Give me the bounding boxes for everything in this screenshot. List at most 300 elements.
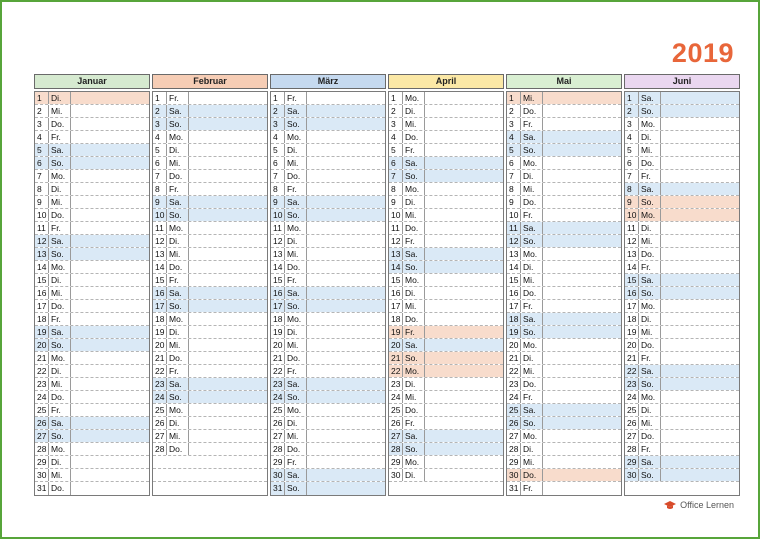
weekday-label: Fr.	[403, 235, 425, 247]
note-field[interactable]	[189, 300, 267, 312]
note-field[interactable]	[307, 352, 385, 364]
weekday-label: Di.	[639, 313, 661, 325]
note-field[interactable]	[189, 326, 267, 338]
day-number: 7	[153, 170, 167, 182]
note-field[interactable]	[425, 417, 503, 429]
note-field[interactable]	[307, 170, 385, 182]
weekday-label: Fr.	[285, 365, 307, 377]
note-field[interactable]	[307, 144, 385, 156]
day-row	[507, 352, 621, 365]
note-field[interactable]	[543, 404, 621, 416]
note-field[interactable]	[71, 430, 149, 442]
day-number: 23	[271, 378, 285, 390]
note-field[interactable]	[307, 313, 385, 325]
weekday-label: So.	[639, 378, 661, 390]
day-number: 2	[507, 105, 521, 117]
note-field[interactable]	[307, 157, 385, 169]
weekday-label: Di.	[285, 326, 307, 338]
weekday-label: Mo.	[639, 118, 661, 130]
note-field[interactable]	[307, 391, 385, 403]
note-field[interactable]	[661, 248, 739, 260]
note-field[interactable]	[71, 105, 149, 117]
note-field[interactable]	[661, 391, 739, 403]
note-field[interactable]	[543, 287, 621, 299]
note-field[interactable]	[425, 183, 503, 195]
day-number: 4	[35, 131, 49, 143]
note-field[interactable]	[425, 339, 503, 351]
note-field[interactable]	[661, 131, 739, 143]
note-field[interactable]	[661, 144, 739, 156]
weekday-label: Fr.	[639, 443, 661, 455]
note-field[interactable]	[543, 209, 621, 221]
weekday-label: Fr.	[521, 482, 543, 495]
weekday-label: Mo.	[285, 131, 307, 143]
note-field[interactable]	[71, 261, 149, 273]
note-field[interactable]	[543, 482, 621, 495]
day-number: 29	[35, 456, 49, 468]
note-field[interactable]	[307, 417, 385, 429]
note-field[interactable]	[71, 118, 149, 130]
weekday-label: Sa.	[521, 222, 543, 234]
day-row	[625, 365, 739, 378]
day-row	[153, 339, 267, 352]
weekday-label: So.	[285, 482, 307, 495]
note-field[interactable]	[71, 443, 149, 455]
note-field[interactable]	[425, 404, 503, 416]
note-field[interactable]	[189, 157, 267, 169]
note-field[interactable]	[425, 144, 503, 156]
day-number: 8	[507, 183, 521, 195]
note-field[interactable]	[661, 326, 739, 338]
day-row	[625, 300, 739, 313]
note-field[interactable]	[543, 456, 621, 468]
note-field[interactable]	[661, 183, 739, 195]
day-number: 3	[507, 118, 521, 130]
note-field[interactable]	[425, 378, 503, 390]
note-field[interactable]	[71, 222, 149, 234]
day-number: 6	[271, 157, 285, 169]
note-field[interactable]	[307, 92, 385, 104]
weekday-label	[639, 482, 661, 495]
note-field[interactable]	[543, 92, 621, 104]
day-row	[625, 105, 739, 118]
note-field[interactable]	[543, 235, 621, 247]
weekday-label: Do.	[639, 430, 661, 442]
note-field[interactable]	[543, 144, 621, 156]
note-field[interactable]	[307, 183, 385, 195]
day-row	[35, 391, 149, 404]
note-field[interactable]	[189, 196, 267, 208]
note-field[interactable]	[189, 365, 267, 377]
day-number: 15	[153, 274, 167, 286]
day-row	[35, 326, 149, 339]
note-field[interactable]	[189, 287, 267, 299]
day-number: 8	[625, 183, 639, 195]
note-field[interactable]	[71, 274, 149, 286]
note-field[interactable]	[425, 261, 503, 273]
day-row	[389, 313, 503, 326]
note-field[interactable]	[307, 300, 385, 312]
day-number: 29	[625, 456, 639, 468]
day-row	[389, 183, 503, 196]
day-number: 21	[389, 352, 403, 364]
note-field[interactable]	[425, 352, 503, 364]
weekday-label: Do.	[521, 469, 543, 481]
note-field[interactable]	[71, 183, 149, 195]
note-field[interactable]	[307, 196, 385, 208]
day-number: 24	[271, 391, 285, 403]
note-field[interactable]	[71, 157, 149, 169]
note-field[interactable]	[307, 456, 385, 468]
day-row	[389, 196, 503, 209]
day-number: 25	[153, 404, 167, 416]
note-field[interactable]	[661, 469, 739, 481]
note-field[interactable]	[661, 157, 739, 169]
note-field[interactable]	[307, 339, 385, 351]
day-number: 19	[507, 326, 521, 338]
note-field[interactable]	[189, 430, 267, 442]
note-field[interactable]	[661, 443, 739, 455]
day-row	[389, 248, 503, 261]
note-field[interactable]	[189, 105, 267, 117]
note-field[interactable]	[71, 313, 149, 325]
note-field[interactable]	[543, 222, 621, 234]
note-field[interactable]	[543, 339, 621, 351]
note-field[interactable]	[543, 131, 621, 143]
note-field[interactable]	[189, 352, 267, 364]
note-field[interactable]	[661, 118, 739, 130]
note-field[interactable]	[425, 326, 503, 338]
note-field[interactable]	[307, 378, 385, 390]
day-number: 24	[507, 391, 521, 403]
note-field[interactable]	[425, 482, 503, 495]
note-field[interactable]	[661, 404, 739, 416]
note-field[interactable]	[543, 183, 621, 195]
note-field[interactable]	[189, 170, 267, 182]
note-field[interactable]	[189, 235, 267, 247]
note-field[interactable]	[71, 378, 149, 390]
note-field[interactable]	[71, 248, 149, 260]
note-field[interactable]	[661, 482, 739, 495]
day-number: 1	[271, 92, 285, 104]
note-field[interactable]	[425, 287, 503, 299]
note-field[interactable]	[307, 482, 385, 495]
note-field[interactable]	[425, 248, 503, 260]
weekday-label	[167, 482, 189, 495]
day-number: 31	[35, 482, 49, 495]
day-number: 19	[389, 326, 403, 338]
note-field[interactable]	[307, 404, 385, 416]
day-row	[389, 391, 503, 404]
note-field[interactable]	[307, 235, 385, 247]
note-field[interactable]	[71, 404, 149, 416]
note-field[interactable]	[71, 287, 149, 299]
note-field[interactable]	[661, 196, 739, 208]
note-field[interactable]	[425, 469, 503, 481]
note-field[interactable]	[71, 391, 149, 403]
weekday-label: Do.	[285, 443, 307, 455]
note-field[interactable]	[543, 313, 621, 325]
note-field[interactable]	[189, 482, 267, 495]
note-field[interactable]	[661, 456, 739, 468]
weekday-label: Mo.	[639, 300, 661, 312]
weekday-label: Sa.	[285, 105, 307, 117]
weekday-label: So.	[285, 118, 307, 130]
day-number: 22	[271, 365, 285, 377]
note-field[interactable]	[189, 92, 267, 104]
note-field[interactable]	[71, 170, 149, 182]
day-number: 24	[389, 391, 403, 403]
note-field[interactable]	[543, 417, 621, 429]
note-field[interactable]	[661, 287, 739, 299]
weekday-label: Di.	[49, 456, 71, 468]
note-field[interactable]	[661, 105, 739, 117]
note-field[interactable]	[71, 196, 149, 208]
note-field[interactable]	[425, 300, 503, 312]
note-field[interactable]	[71, 456, 149, 468]
note-field[interactable]	[307, 274, 385, 286]
weekday-label: Fr.	[639, 261, 661, 273]
weekday-label: Mo.	[167, 313, 189, 325]
weekday-label: Mi.	[49, 105, 71, 117]
weekday-label	[167, 469, 189, 481]
note-field[interactable]	[543, 443, 621, 455]
note-field[interactable]	[71, 352, 149, 364]
weekday-label: So.	[167, 391, 189, 403]
day-number: 1	[389, 92, 403, 104]
note-field[interactable]	[189, 209, 267, 221]
office-lernen-logo	[664, 500, 734, 510]
note-field[interactable]	[543, 157, 621, 169]
day-row	[389, 222, 503, 235]
note-field[interactable]	[661, 222, 739, 234]
note-field[interactable]	[71, 482, 149, 495]
weekday-label: Do.	[49, 391, 71, 403]
note-field[interactable]	[71, 235, 149, 247]
note-field[interactable]	[543, 300, 621, 312]
note-field[interactable]	[425, 157, 503, 169]
note-field[interactable]	[307, 222, 385, 234]
note-field[interactable]	[307, 443, 385, 455]
note-field[interactable]	[307, 287, 385, 299]
weekday-label: So.	[521, 417, 543, 429]
note-field[interactable]	[71, 365, 149, 377]
day-row	[625, 157, 739, 170]
note-field[interactable]	[189, 339, 267, 351]
day-number: 16	[35, 287, 49, 299]
note-field[interactable]	[661, 170, 739, 182]
note-field[interactable]	[425, 131, 503, 143]
note-field[interactable]	[189, 378, 267, 390]
day-number: 27	[625, 430, 639, 442]
note-field[interactable]	[661, 300, 739, 312]
weekday-label: Sa.	[521, 131, 543, 143]
note-field[interactable]	[543, 261, 621, 273]
note-field[interactable]	[189, 222, 267, 234]
note-field[interactable]	[425, 430, 503, 442]
note-field[interactable]	[661, 430, 739, 442]
day-number: 26	[35, 417, 49, 429]
note-field[interactable]	[71, 339, 149, 351]
note-field[interactable]	[425, 105, 503, 117]
note-field[interactable]	[71, 92, 149, 104]
weekday-label: Mi.	[167, 248, 189, 260]
day-number: 2	[35, 105, 49, 117]
note-field[interactable]	[661, 261, 739, 273]
weekday-label: Mi.	[49, 378, 71, 390]
note-field[interactable]	[543, 365, 621, 377]
note-field[interactable]	[425, 92, 503, 104]
note-field[interactable]	[71, 326, 149, 338]
note-field[interactable]	[189, 144, 267, 156]
day-row	[35, 469, 149, 482]
note-field[interactable]	[189, 183, 267, 195]
note-field[interactable]	[661, 209, 739, 221]
note-field[interactable]	[661, 417, 739, 429]
day-row	[389, 118, 503, 131]
note-field[interactable]	[543, 118, 621, 130]
note-field[interactable]	[307, 105, 385, 117]
day-row	[507, 469, 621, 482]
day-number: 17	[625, 300, 639, 312]
weekday-label: Di.	[167, 235, 189, 247]
weekday-label: Mo.	[639, 391, 661, 403]
note-field[interactable]	[71, 417, 149, 429]
note-field[interactable]	[425, 196, 503, 208]
day-number: 19	[625, 326, 639, 338]
day-number: 28	[35, 443, 49, 455]
weekday-label: Do.	[49, 209, 71, 221]
weekday-label: Do.	[49, 300, 71, 312]
note-field[interactable]	[425, 118, 503, 130]
day-number: 9	[507, 196, 521, 208]
note-field[interactable]	[189, 417, 267, 429]
note-field[interactable]	[543, 430, 621, 442]
weekday-label: Mi.	[521, 274, 543, 286]
note-field[interactable]	[189, 131, 267, 143]
weekday-label: So.	[403, 443, 425, 455]
day-number: 25	[35, 404, 49, 416]
weekday-label: Mi.	[167, 339, 189, 351]
note-field[interactable]	[543, 170, 621, 182]
note-field[interactable]	[425, 313, 503, 325]
note-field[interactable]	[425, 235, 503, 247]
note-field[interactable]	[307, 131, 385, 143]
note-field[interactable]	[661, 313, 739, 325]
note-field[interactable]	[543, 105, 621, 117]
note-field[interactable]	[189, 456, 267, 468]
note-field[interactable]	[543, 378, 621, 390]
note-field[interactable]	[661, 378, 739, 390]
day-row	[271, 105, 385, 118]
day-number: 30	[625, 469, 639, 481]
note-field[interactable]	[189, 443, 267, 455]
month-column	[270, 74, 388, 496]
note-field[interactable]	[661, 352, 739, 364]
weekday-label: Sa.	[285, 196, 307, 208]
weekday-label: So.	[403, 261, 425, 273]
note-field[interactable]	[543, 469, 621, 481]
day-row	[625, 443, 739, 456]
note-field[interactable]	[307, 261, 385, 273]
logo-text: Office Lernen	[680, 500, 734, 510]
note-field[interactable]	[71, 300, 149, 312]
note-field[interactable]	[543, 274, 621, 286]
note-field[interactable]	[307, 209, 385, 221]
note-field[interactable]	[543, 326, 621, 338]
day-number: 5	[507, 144, 521, 156]
note-field[interactable]	[543, 352, 621, 364]
note-field[interactable]	[189, 391, 267, 403]
note-field[interactable]	[189, 261, 267, 273]
note-field[interactable]	[425, 222, 503, 234]
weekday-label: Mo.	[285, 404, 307, 416]
note-field[interactable]	[189, 404, 267, 416]
day-row	[389, 105, 503, 118]
day-row	[271, 300, 385, 313]
note-field[interactable]	[307, 469, 385, 481]
note-field[interactable]	[307, 118, 385, 130]
weekday-label: Mo.	[403, 456, 425, 468]
note-field[interactable]	[661, 235, 739, 247]
note-field[interactable]	[189, 469, 267, 481]
note-field[interactable]	[543, 248, 621, 260]
note-field[interactable]	[71, 144, 149, 156]
day-row	[271, 157, 385, 170]
note-field[interactable]	[307, 326, 385, 338]
day-row	[625, 391, 739, 404]
note-field[interactable]	[425, 443, 503, 455]
note-field[interactable]	[307, 365, 385, 377]
day-row	[35, 157, 149, 170]
note-field[interactable]	[543, 391, 621, 403]
note-field[interactable]	[71, 131, 149, 143]
month-header: Februar	[152, 74, 268, 89]
note-field[interactable]	[307, 430, 385, 442]
note-field[interactable]	[189, 274, 267, 286]
weekday-label: Do.	[639, 339, 661, 351]
weekday-label: Fr.	[639, 170, 661, 182]
note-field[interactable]	[425, 456, 503, 468]
note-field[interactable]	[425, 391, 503, 403]
note-field[interactable]	[425, 170, 503, 182]
note-field[interactable]	[425, 274, 503, 286]
day-number: 23	[153, 378, 167, 390]
note-field[interactable]	[425, 209, 503, 221]
note-field[interactable]	[71, 469, 149, 481]
day-row	[153, 300, 267, 313]
note-field[interactable]	[307, 248, 385, 260]
note-field[interactable]	[71, 209, 149, 221]
day-row	[507, 144, 621, 157]
note-field[interactable]	[661, 365, 739, 377]
note-field[interactable]	[661, 339, 739, 351]
weekday-label: Sa.	[167, 287, 189, 299]
day-row	[35, 404, 149, 417]
day-row	[271, 183, 385, 196]
note-field[interactable]	[661, 92, 739, 104]
note-field[interactable]	[189, 248, 267, 260]
note-field[interactable]	[543, 196, 621, 208]
note-field[interactable]	[425, 365, 503, 377]
day-row	[507, 300, 621, 313]
weekday-label: Di.	[521, 443, 543, 455]
note-field[interactable]	[661, 274, 739, 286]
day-row	[507, 326, 621, 339]
note-field[interactable]	[189, 118, 267, 130]
note-field[interactable]	[189, 313, 267, 325]
day-row	[271, 404, 385, 417]
